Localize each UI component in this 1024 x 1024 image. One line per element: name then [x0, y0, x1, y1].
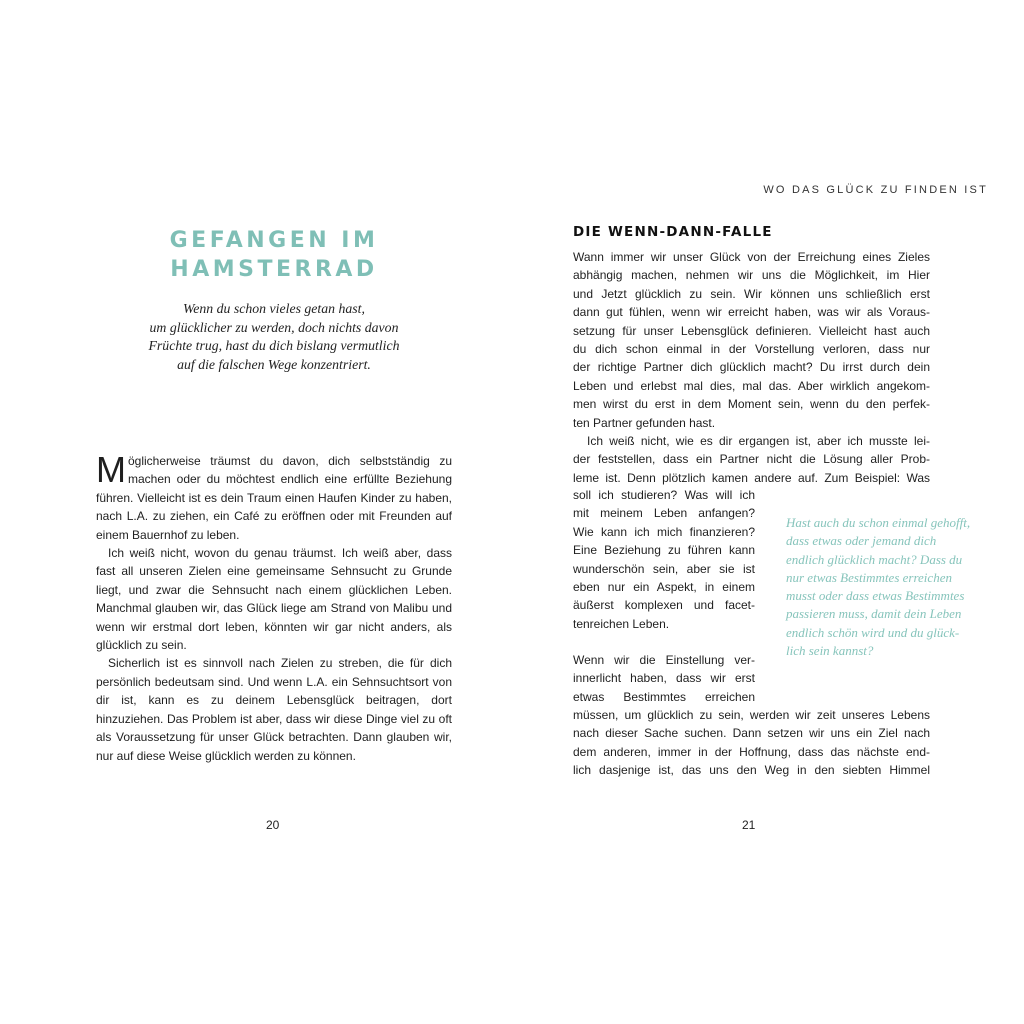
- text-line: und Jetzt glücklich zu sein. Wir können uns schließlich erst: [573, 286, 930, 301]
- left-page: [96, 0, 452, 1024]
- text-line: dem anderen, immer in der Hoffnung, dass das nächste end-: [573, 744, 930, 759]
- paragraph: Ich weiß nicht, wovon du genau träumst. Ich weiß aber, dass fast all unseren Zielen eine gemeinsame Sehnsucht zu Grunde liegt, und zwar die Sehnsucht nach einem glücklichen Leben. Manchmal glauben wir, das Glück liege am Strand von Malibu und wenn wir erstmal dort leben, könnten wir gar nicht anders, als glücklich zu sein.: [96, 546, 452, 653]
- text-line: wunderschön sein, aber sie ist: [573, 561, 755, 576]
- text-line: müssen, um glücklich zu sein, werden wir zeit unseres Lebens: [573, 708, 930, 722]
- page-number-left: 20: [266, 818, 280, 832]
- text-line: tenreichen Leben.: [573, 616, 670, 631]
- text-line: men wirst du erst in dem Moment sein, wenn du den perfek-: [573, 397, 930, 412]
- text-line: Ich weiß nicht, wie es dir ergangen ist, aber ich musste lei-: [587, 434, 930, 449]
- quote-line: lich sein kannst?: [786, 643, 874, 659]
- text-line: eben nur ein Aspekt, in einem: [573, 580, 755, 595]
- paragraph: [96, 449, 452, 544]
- right-body-top: [573, 248, 930, 487]
- running-head: WO DAS GLÜCK ZU FINDEN IST: [763, 184, 988, 196]
- intro-line: Früchte trug, hast du dich bislang vermutlich: [148, 338, 400, 353]
- text-line: Eine Beziehung zu führen kann: [573, 543, 755, 558]
- text-line: etwas Bestimmtes erreichen: [573, 689, 755, 704]
- quote-line: passieren muss, damit dein Leben: [786, 606, 962, 622]
- right-body-bottom: [573, 706, 930, 780]
- right-page: [573, 0, 930, 1024]
- text-line: Leben und erlebst mal dies, mal das. Aber wirklich angekom-: [573, 378, 930, 393]
- chapter-intro: [96, 300, 452, 374]
- quote-line: nur etwas Bestimmtes erreichen: [786, 569, 952, 585]
- text-line: leme ist. Denn plötzlich kamen andere auf. Zum Beispiel: Was: [573, 470, 930, 485]
- quote-line: musst oder dass etwas Bestimmtes: [786, 588, 965, 604]
- quote-line: Hast auch du schon einmal gehofft,: [786, 515, 971, 530]
- text-line: äußerst komplexen und facet-: [573, 598, 755, 613]
- left-body-text: [96, 449, 452, 765]
- text-line: der richtige Partner dich glücklich macht? Du irrst durch dein: [573, 360, 930, 375]
- chapter-title-line: HAMSTERRAD: [170, 257, 378, 282]
- page-number-right: 21: [742, 818, 756, 832]
- text-line: dann gut fühlen, wenn wir erreicht haben, was wir als Voraus-: [573, 305, 930, 320]
- chapter-title: [96, 226, 452, 284]
- section-title: DIE WENN-DANN-FALLE: [573, 224, 773, 240]
- drop-cap: M: [96, 449, 126, 490]
- text-line: soll ich studieren? Was will ich: [573, 488, 755, 502]
- text-line: mit meinem Leben anfangen?: [573, 506, 755, 521]
- intro-line: auf die falschen Wege konzentriert.: [177, 356, 371, 372]
- text-line: setzung für unser Lebensglück definieren. Vielleicht hast auch: [573, 323, 930, 338]
- text-line: der feststellen, dass ein Partner nicht die Lösung aller Prob-: [573, 452, 930, 467]
- pull-quote: [786, 514, 996, 660]
- text-line: ten Partner gefunden hast.: [573, 415, 716, 430]
- text-line: lich dasjenige ist, das uns den Weg in den siebten Himmel: [573, 763, 930, 778]
- intro-line: Wenn du schon vieles getan hast,: [183, 301, 365, 316]
- quote-line: endlich glücklich macht? Dass du: [786, 551, 963, 567]
- text-line: Wie kann ich mich finanzieren?: [573, 524, 755, 539]
- text-line: innerlicht haben, dass wir erst: [573, 671, 755, 686]
- text-line: nach dieser Sache suchen. Dann setzen wir uns ein Ziel nach: [573, 726, 930, 741]
- quote-line: endlich schön wird und du glück-: [786, 624, 960, 640]
- chapter-title-line: GEFANGEN IM: [169, 228, 379, 253]
- text-line: Wann immer wir unser Glück von der Erreichung eines Zieles: [573, 250, 930, 264]
- paragraph-text: öglicherweise träumst du davon, dich selbstständig zu machen oder du möchtest endlich eine erfüllte Beziehung führen. Vielleicht ist es dein Traum einen Haufen Kinder zu haben, nach L.A. zu ziehen, ein Café zu eröffnen oder mit Freunden auf einem Bauernhof zu leben.: [96, 454, 452, 542]
- intro-line: um glücklicher zu werden, doch nichts davon: [149, 319, 399, 335]
- text-line: Wenn wir die Einstellung ver-: [573, 653, 755, 667]
- right-body-column: [573, 486, 755, 633]
- text-line: abhängig machen, nehmen wir uns die Möglichkeit, im Hier: [573, 268, 930, 283]
- quote-line: dass etwas oder jemand dich: [786, 533, 937, 549]
- text-line: du dich schon einmal in der Vorstellung verloren, dass nur: [573, 342, 930, 357]
- right-body-column-2: [573, 651, 755, 706]
- paragraph: Sicherlich ist es sinnvoll nach Zielen zu streben, die für dich persönlich bedeutsam sind. Und wenn L.A. ein Sehnsuchtsort von dir ist, kann es zu deinem Lebensglück beitragen, dort hinzuziehen. Das Problem ist aber, dass wir diese Dinge viel zu oft als Voraussetzung für unser Glück betrachten. Dann glauben wir, nur auf diese Weise glücklich werden zu können.: [96, 656, 452, 763]
